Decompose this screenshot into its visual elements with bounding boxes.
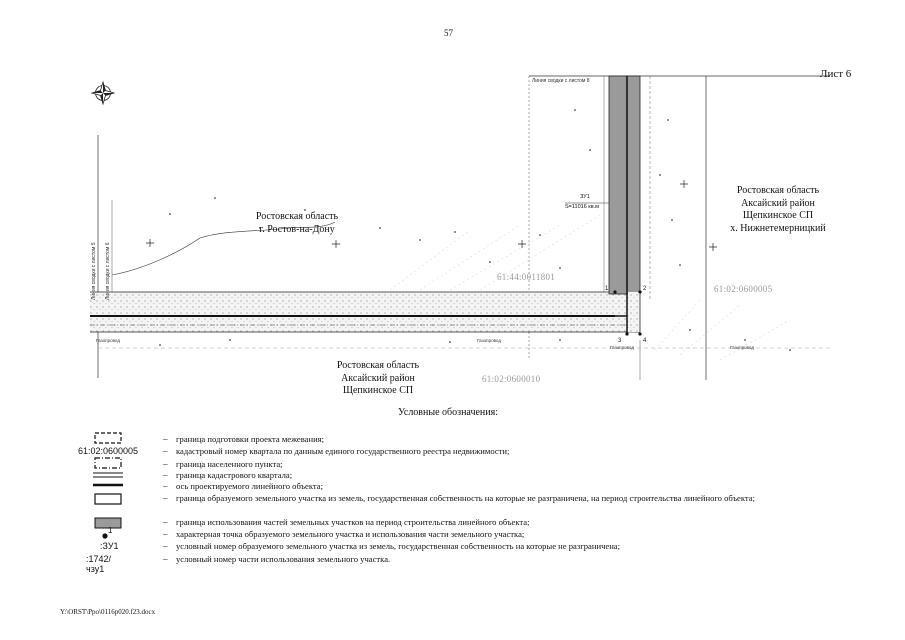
legend-text: граница образуемого земельного участка из земель, государственная собственность на которые не разграничена, на период строительства линейного объекта; [176, 493, 755, 503]
page-number: 57 [444, 28, 453, 38]
point-label: 2 [643, 286, 647, 292]
legend-text: условный номер части использования земельного участка. [176, 554, 391, 564]
region-line: Ростовская область [255, 211, 339, 222]
legend-point-label: 1 [108, 526, 113, 535]
legend-text: характерная точка образуемого земельного участка и использования части земельного участка; [176, 529, 525, 539]
dashed-boundary-icon [94, 432, 122, 444]
object-axis-icon [92, 481, 124, 489]
region-line: Аксайский район [741, 197, 815, 209]
region-line: Ростовская область [336, 360, 420, 371]
pipe-label: Газопровод [730, 345, 754, 350]
parcel-boundary-icon [94, 493, 122, 505]
region-line: Щепкинское СП [342, 385, 414, 396]
region-line: Аксайский район [341, 372, 415, 384]
legend-text: условный номер образуемого земельного участка из земель, государственная собственность на которые не разграничена; [176, 541, 621, 551]
legend-title: Условные обозначения: [398, 407, 499, 418]
region-line: Щепкинское СП [742, 210, 814, 221]
quarter-boundary-icon [92, 470, 124, 480]
footer-file-path: Y:\ORST\Ppo\0116p020.f23.docx [60, 608, 156, 616]
legend-text: граница подготовки проекта межевания; [176, 434, 325, 444]
region-aksai-south [318, 360, 438, 398]
region-rostov-city [228, 211, 366, 236]
legend-part-label: :1742/чзу1 [86, 554, 112, 574]
cadastral-number-upper: 61:44:0011801 [497, 272, 556, 282]
cadastral-number-lower: 61:02:0600010 [482, 374, 541, 384]
point-label: 1 [605, 286, 609, 292]
legend-text: граница населенного пункта; [176, 459, 283, 469]
settlement-boundary-icon [94, 457, 122, 469]
region-aksai-north [718, 185, 838, 235]
pipe-label: Газопровод [610, 345, 634, 350]
legend-parcel-label: :ЗУ1 [100, 541, 119, 551]
region-line: г. Ростов-на-Дону [259, 223, 335, 235]
legend-text: кадастровый номер квартала по данным единого государственного реестра недвижимости; [176, 446, 510, 456]
legend-text: граница кадастрового квартала; [176, 470, 293, 480]
pipe-label: Газопровод [477, 338, 501, 343]
legend-cad-number-label: 61:02:0600005 [78, 446, 139, 456]
region-line: х. Нижнетемерницкий [730, 222, 826, 234]
region-line: Ростовская область [736, 185, 820, 196]
point-label: 3 [618, 338, 622, 344]
sheet-join-label-top: Линия сводки с листом 8 [532, 78, 590, 84]
point-label: 4 [643, 338, 647, 344]
sheet-join-label-left: Линия сводки с листом 5 [91, 242, 97, 300]
sheet-join-label-left-2: Линия сводки с листом 6 [105, 242, 111, 300]
sheet-label: Лист 6 [820, 68, 852, 80]
legend-text: ось проектируемого линейного объекта; [176, 481, 323, 491]
legend-text: граница использования частей земельных участков на период строительства линейного объекта; [176, 517, 530, 527]
cadastral-number-right: 61:02:0600005 [714, 284, 773, 294]
pipe-label: Газопровод [96, 338, 120, 343]
parcel-area: S=11016 кв.м [565, 204, 599, 210]
parcel-label: ЗУ1 [580, 194, 590, 200]
compass-rose-icon [92, 82, 114, 104]
